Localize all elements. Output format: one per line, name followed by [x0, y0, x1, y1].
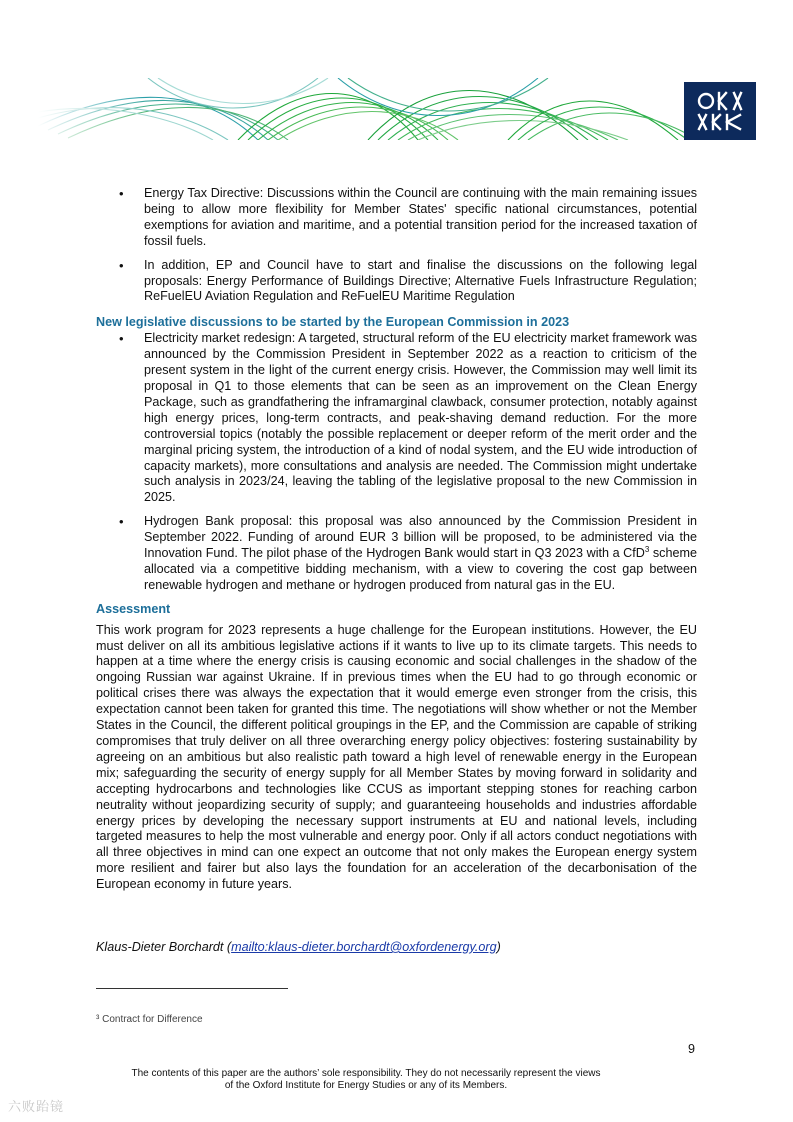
list-item: • Energy Tax Directive: Discussions within the Council are continuing with the main remaining issues being to allow more flexibility for Member States' specific national circumstances, potential exemptions for aviation and maritime, and a potential transition period for the increased taxation of fossil fuels. [96, 186, 697, 250]
bullet-list-new-legislation [96, 331, 697, 594]
watermark: 六败跆镜 [8, 1099, 65, 1114]
disclaimer-line: of the Oxford Institute for Energy Studies or any of its Members. [224, 1080, 508, 1091]
logo-mark-icon [695, 89, 745, 133]
disclaimer [96, 1068, 636, 1092]
assessment-paragraph: This work program for 2023 represents a huge challenge for the European institutions. However, the EU must deliver on all its ambitious legislative actions if it wants to live up to its climate targets. This needs to happen at a time where the energy crisis is causing economic and social challenges in the shadow of the ongoing Russian war against Ukraine. If in previous times when the EU had to go through economic or political crises there was always the expectation that it would emerge even stronger from the crisis, this expectation cannot been taken for granted this time. The negotiations will show whether or not the Member States in the Council, the different political groupings in the EP, and the Commission are capable of striking compromises that truly deliver on all three overarching energy policy objectives: fostering sustainability by agreeing on an ambitious but also realistic path toward a high level of renewable energy in the European mix; safeguarding the security of energy supply for all Member States by moving forward in solidarity and accepting hydrocarbons and technologies like CCUS as important stepping stones for reaching carbon neutrality without jeopardizing security of supply; and guaranteeing households and industries affordable energy prices by developing the necessary support instruments at EU and national levels, including targeted measures to help the most vulnerable and energy poor. Only if all actors conduct negotiations with all three objectives in mind can one expect an outcome that not only makes the European energy system more resilient and fairer but also lays the foundation for an acceleration of the decarbonisation of the European economy in future years. [96, 622, 697, 892]
bullet-text: scheme allocated via a competitive bidding mechanism, with a view to covering the cost gap between renewable hydrogen and methane or hydrogen produced from natural gas in the EU. [144, 546, 697, 592]
section-heading-new-legislation: New legislative discussions to be started by the European Commission in 2023 [96, 315, 570, 330]
footnote-divider [96, 988, 288, 989]
swoosh-graphic [38, 78, 756, 140]
author-email-link[interactable]: mailto:klaus-dieter.borchardt@oxfordenergy.org [231, 940, 497, 954]
list-item [96, 514, 697, 594]
bullet-list-top [96, 186, 697, 305]
page-number: 9 [688, 1042, 696, 1056]
list-item: • In addition, EP and Council have to start and finalise the discussions on the following legal proposals: Energy Performance of Buildings Directive; Alternative Fuels Infrastructure Regulation; ReFuelEU Aviation Regulation and ReFuelEU Maritime Regulation [96, 258, 697, 306]
author-name: Klaus-Dieter Borchardt [96, 940, 224, 954]
section-heading-assessment: Assessment [96, 601, 171, 616]
disclaimer-line: The contents of this paper are the authors’ sole responsibility. They do not necessarily represent the views [131, 1068, 601, 1079]
author-line: Klaus-Dieter Borchardt (mailto:klaus-dieter.borchardt@oxfordenergy.org) [96, 940, 501, 954]
footnote: ³ Contract for Difference [96, 1014, 203, 1025]
bullet-text: Hydrogen Bank proposal: this proposal was also announced by the Commission President in September 2022. Funding of around EUR 3 billion will be proposed, to be administered via the Innovation Fund. The pilot phase of the Hydrogen Bank would start in Q3 2023 with a CfD [144, 514, 697, 561]
footnote-ref[interactable]: 3 [644, 544, 650, 554]
list-item: • Electricity market redesign: A targeted, structural reform of the EU electricity market framework was announced by the Commission President in September 2022 as a reaction to criticism of the present system in the light of the current energy crisis. However, the Commission may well limit its proposal in Q1 to those elements that can be seen as an improvement on the Clean Energy Package, such as grandfathering the inframarginal clawback, consumer protection, notably against high energy prices, long-term contracts, and peak-shaving demand reduction. For the more controversial topics (notably the possible replacement or deeper reform of the merit order and the marginal pricing system, the introduction of a kind of nodal system, and the EU wide introduction of capacity markets), more consultations and analysis are needed. The Commission might undertake such analysis in 2023/24, leaving the tabling of the legislative proposal to the new Commission in 2025. [96, 331, 697, 506]
header-banner [38, 78, 756, 140]
main-content [96, 186, 697, 893]
oies-logo [684, 82, 756, 140]
